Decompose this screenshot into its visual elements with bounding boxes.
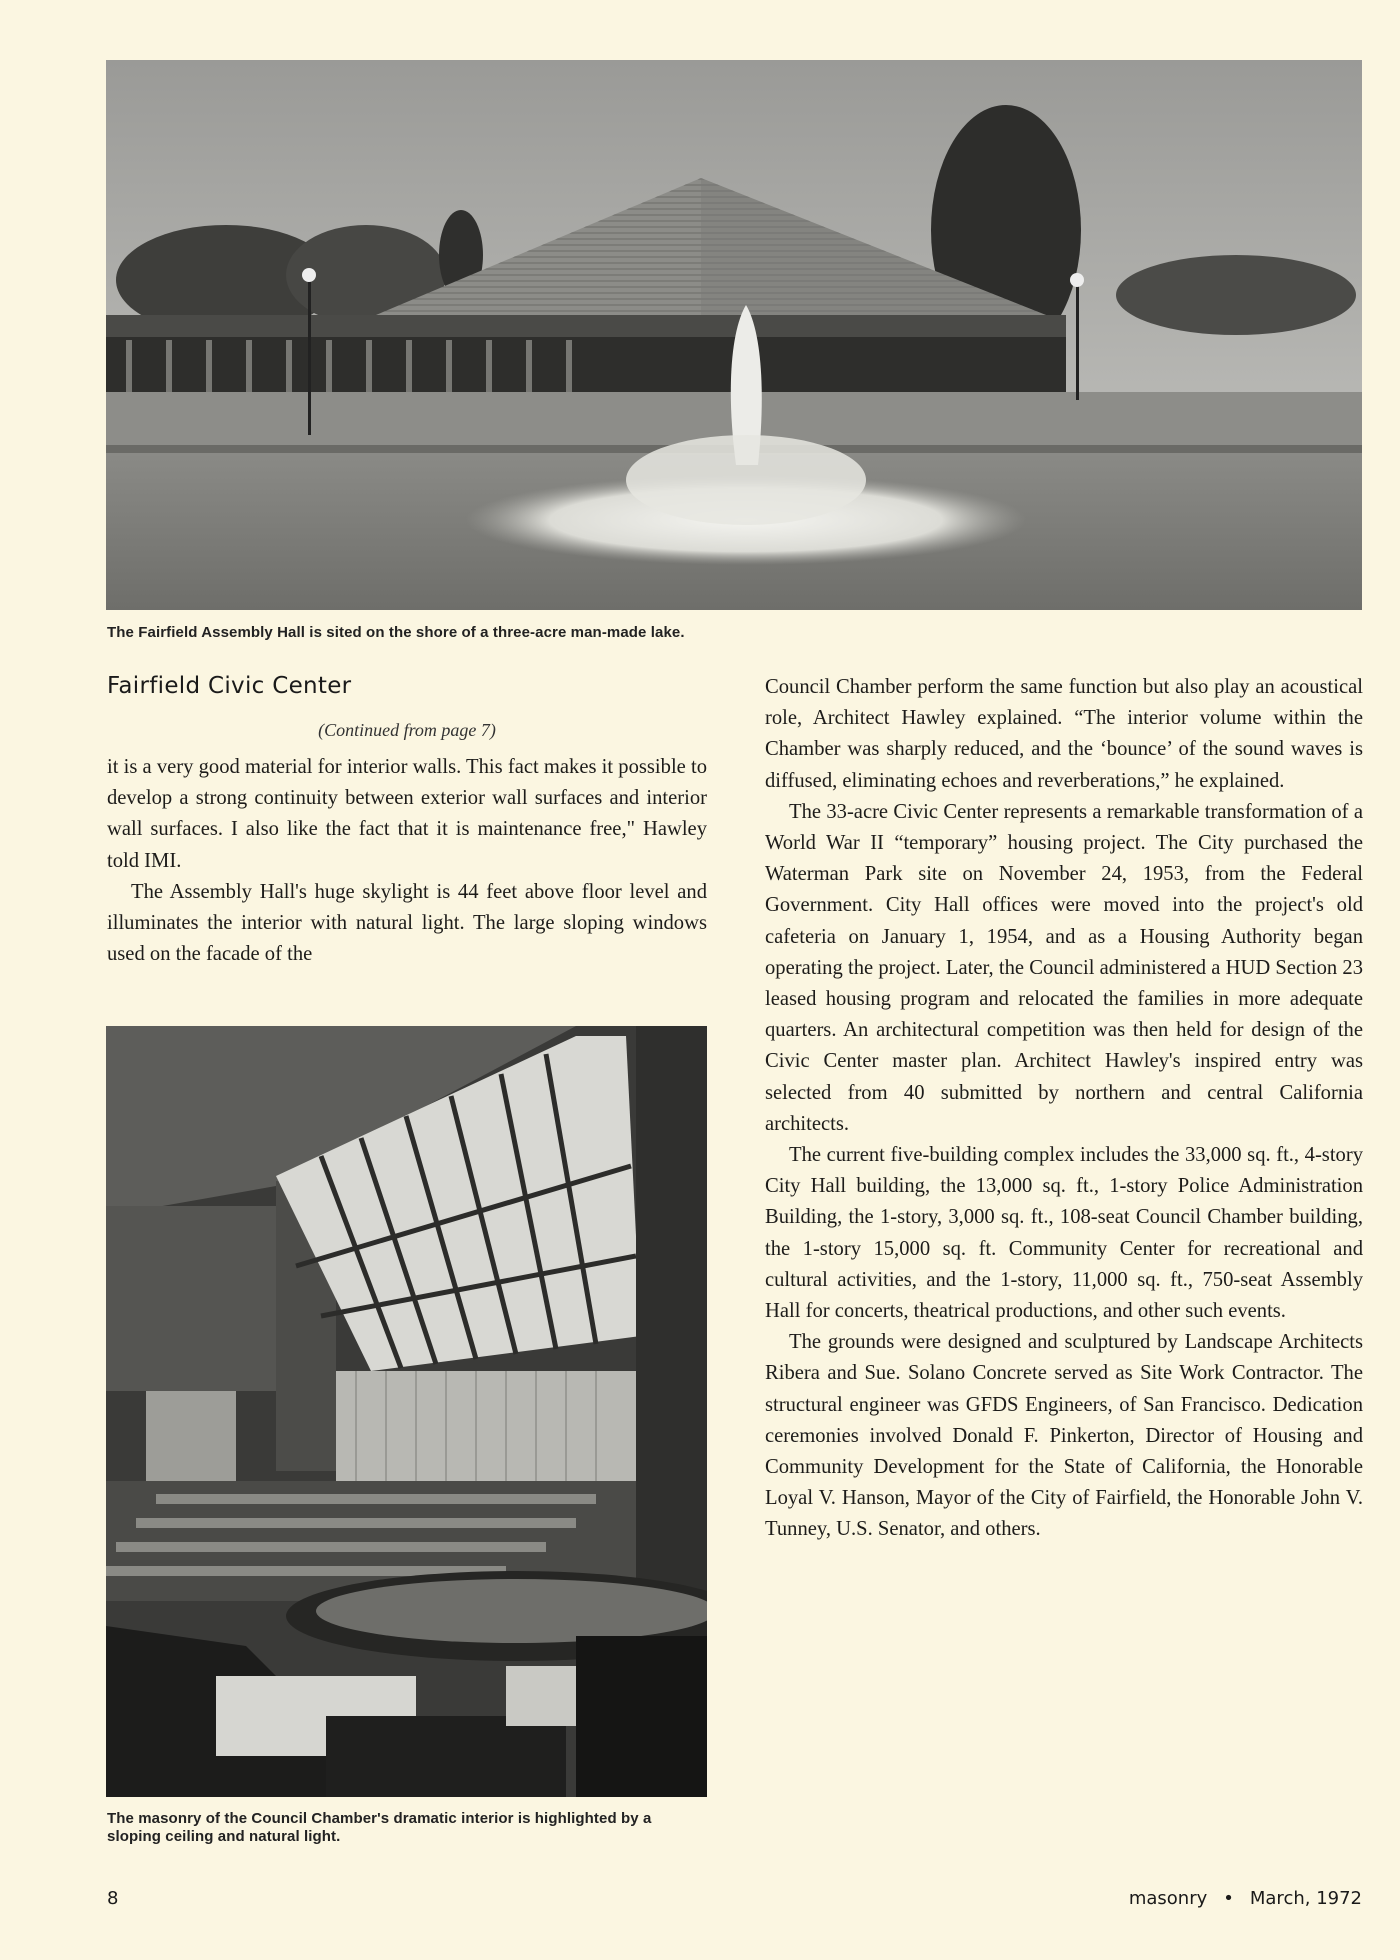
publication-name: masonry [1128,1888,1208,1909]
assembly-hall-caption: The Fairfield Assembly Hall is sited on the shore of a three-acre man-made lake. [107,624,685,641]
article-title: Fairfield Civic Center [107,673,352,699]
bullet-separator-icon: • [1223,1888,1234,1909]
paragraph: The Assembly Hall's huge skylight is 44 feet above floor level and illuminates the interior with natural light. The large sloping windows used on the facade of the [107,880,707,966]
page-number: 8 [107,1888,119,1909]
assembly-hall-illustration [106,60,1362,610]
assembly-hall-photo [106,60,1362,610]
paragraph: The 33-acre Civic Center represents a remarkable transformation of a World War II “temporary” housing project. The City purchased the Waterman Park site on November 24, 1953, from the Federal Government. City Hall offices were moved into the project's old cafeteria on January 1, 1954, and as a Housing Authority began operating the project. Later, the Council administered a HUD Section 23 leased housing program and relocated the families in more adequate quarters. An architectural competition was then held for design of the Civic Center master plan. Architect Hawley's inspired entry was selected from 40 submitted by northern and central California architects. [765,800,1363,1135]
paragraph: The current five-building complex includes the 33,000 sq. ft., 4-story City Hall building, the 13,000 sq. ft., 1-story Police Administration Building, the 1-story, 3,000 sq. ft., 108-seat Council Chamber building, the 1-story 15,000 sq. ft. Community Center for recreational and cultural activities, and the 1-story, 11,000 sq. ft., 750-seat Assembly Hall for concerts, theatrical productions, and other such events. [765,1144,1363,1323]
continued-from-note: (Continued from page 7) [318,720,496,740]
council-chamber-photo [106,1026,707,1797]
paragraph: Council Chamber perform the same function but also play an acoustical role, Architect Hawley explained. “The interior volume within the Chamber was sharply reduced, and the ‘bounce’ of the sound waves is diffused, eliminating echoes and reverberations,” he explained. [765,676,1363,792]
issue-date: March, 1972 [1249,1888,1362,1909]
right-column [765,672,1363,1546]
paragraph: it is a very good material for interior walls. This fact makes it possible to develop a strong continuity between exterior wall surfaces and interior wall surfaces. I also like the fact that it is maintenance free," Hawley told IMI. [107,756,707,872]
publication-footer [1129,1888,1362,1909]
council-chamber-illustration [106,1026,707,1797]
paragraph: The grounds were designed and sculptured by Landscape Architects Ribera and Sue. Solano Concrete served as Site Work Contractor. The structural engineer was GFDS Engineers, of San Francisco. Dedication ceremonies involved Donald F. Pinkerton, Director of Housing and Community Development for the State of California, the Honorable Loyal V. Hanson, Mayor of the City of Fairfield, the Honorable John V. Tunney, U.S. Senator, and others. [765,1331,1363,1541]
left-column [107,752,707,970]
council-chamber-caption: The masonry of the Council Chamber's dramatic interior is highlighted by a sloping ceiling and natural light. [107,1810,652,1845]
